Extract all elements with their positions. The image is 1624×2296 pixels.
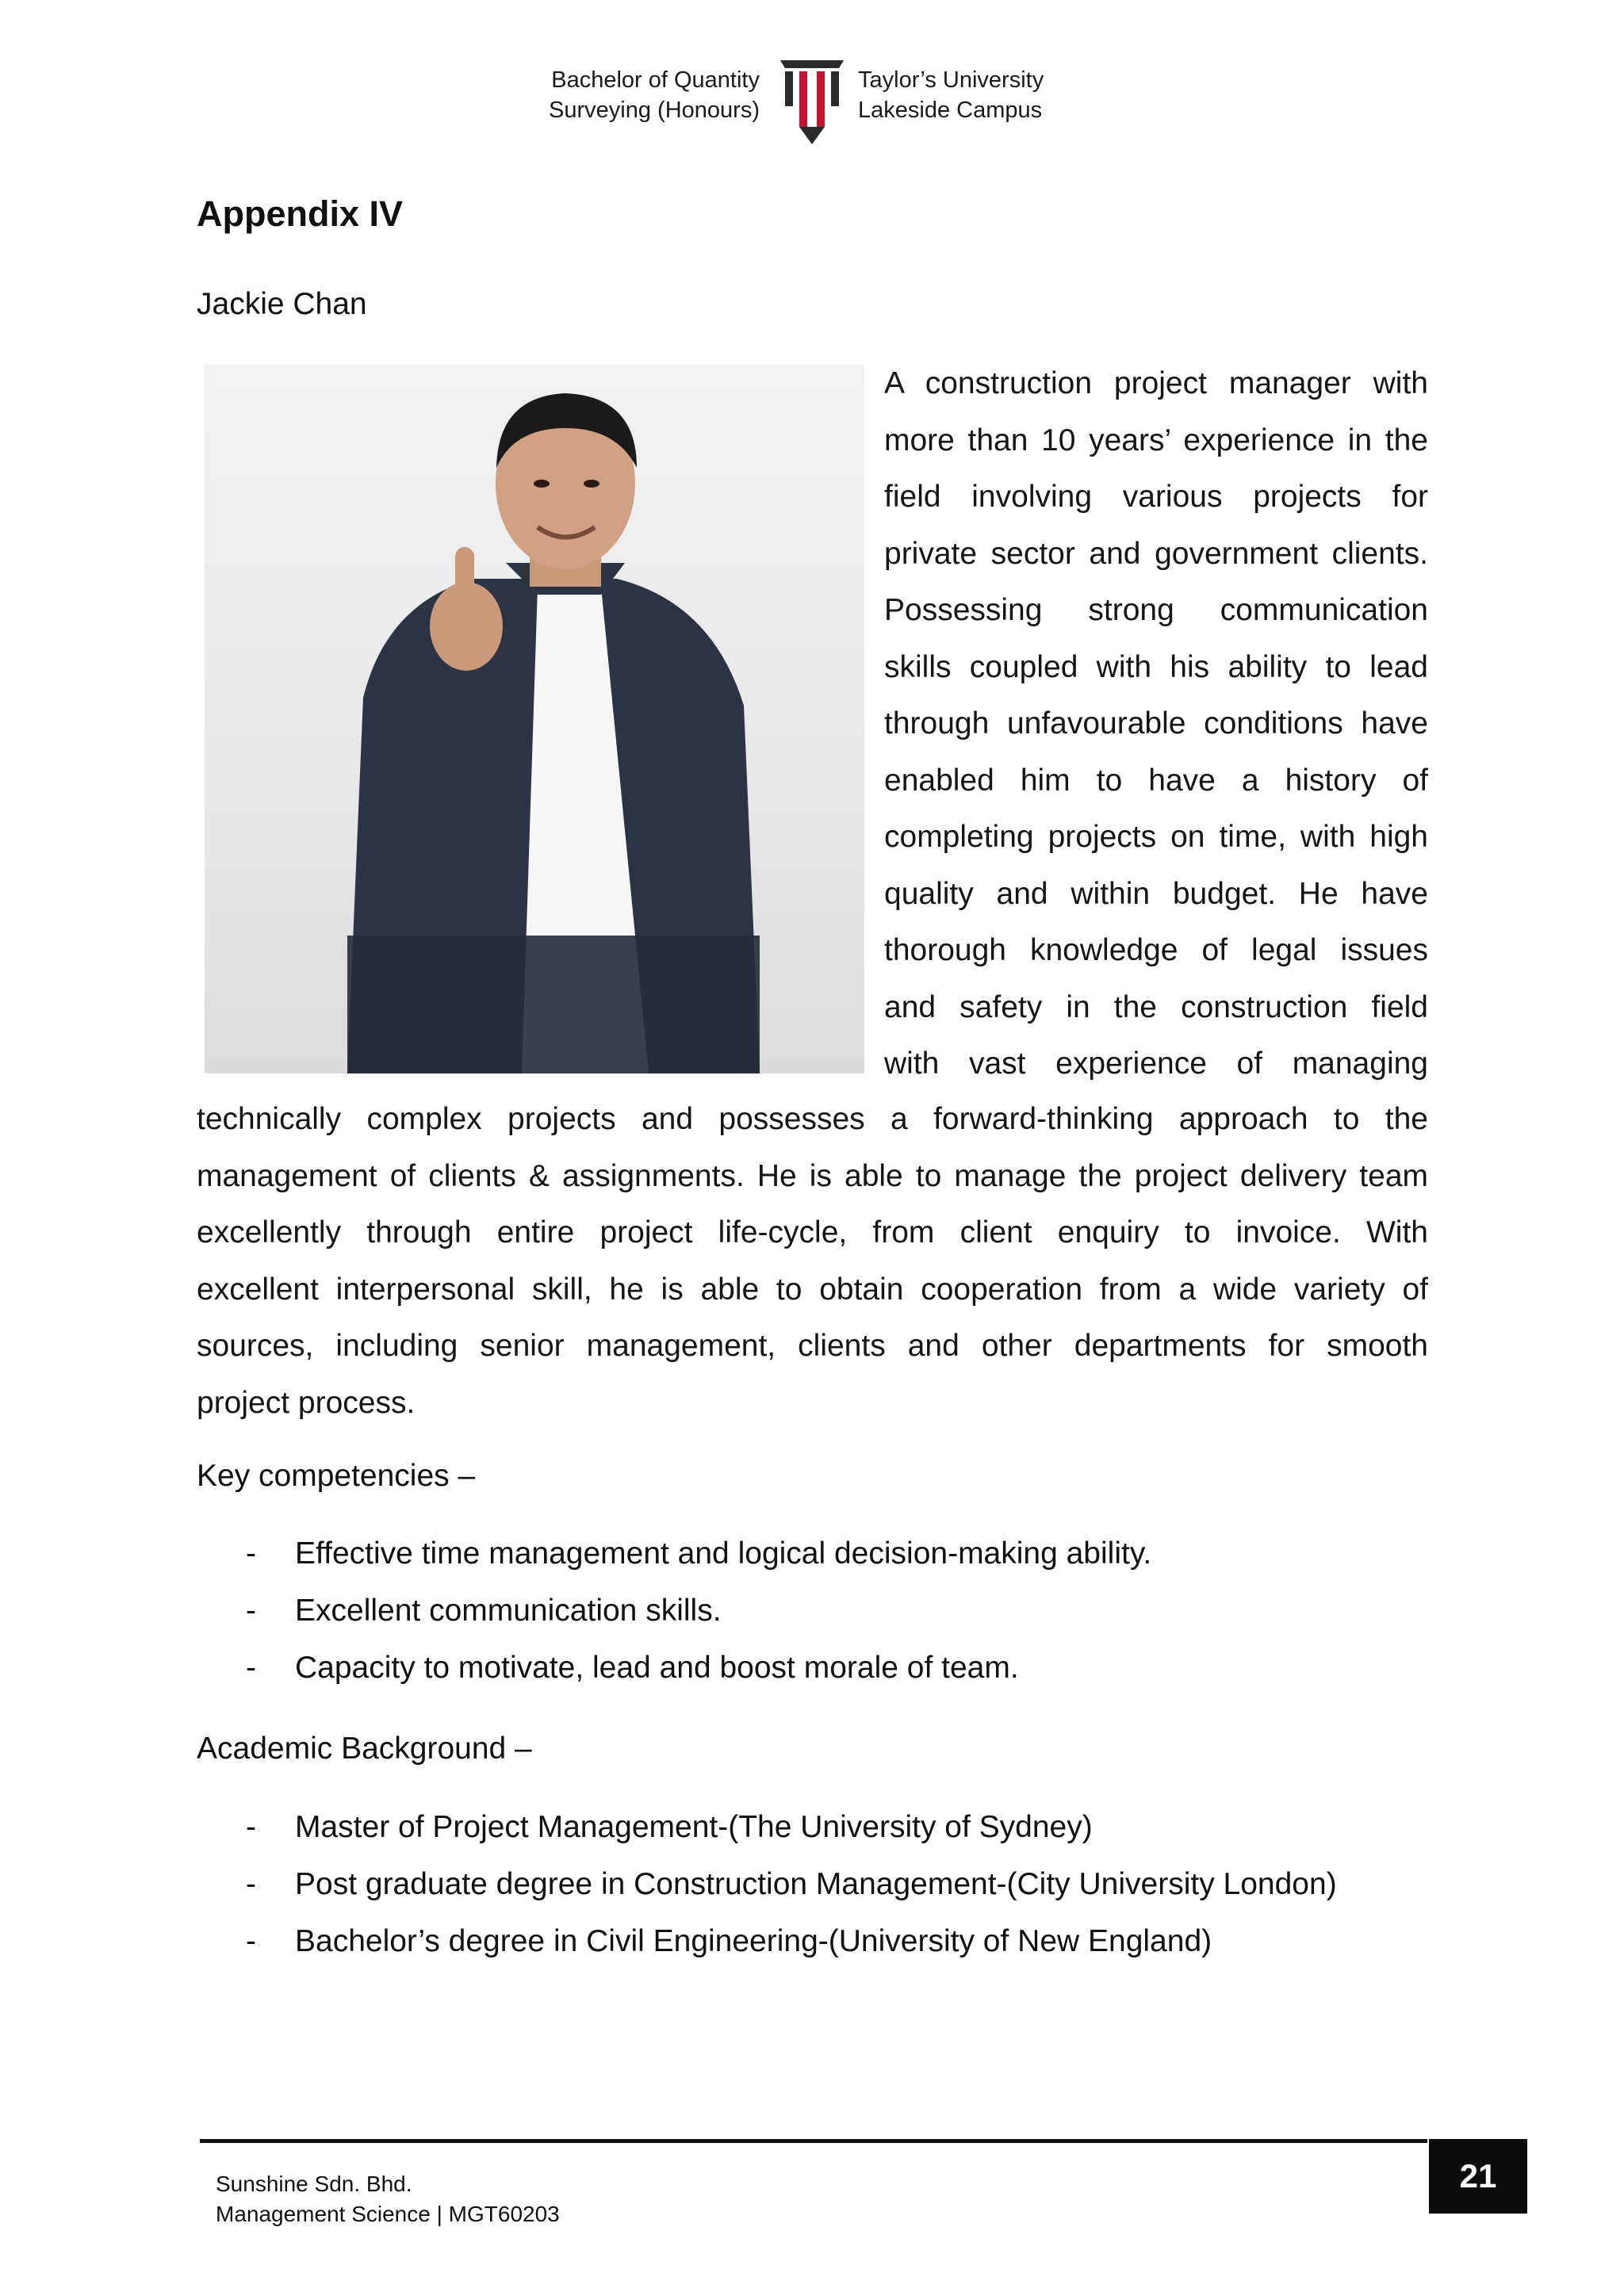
- bio-line: management of clients & assignments. He is able to manage the project delivery team: [197, 1158, 1428, 1193]
- bio-line: completing projects on time, with high: [884, 820, 1428, 854]
- bio-line: skills coupled with his ability to lead: [884, 649, 1428, 684]
- academic-background-label: Academic Background –: [197, 1732, 532, 1766]
- bio-line: A construction project manager with: [884, 366, 1428, 400]
- bio-line: technically complex projects and possesses a forward-thinking approach to the: [197, 1102, 1428, 1136]
- bio-line: excellent interpersonal skill, he is able to obtain cooperation from a wide variety of: [197, 1272, 1428, 1307]
- bio-line: thorough knowledge of legal issues: [884, 933, 1428, 967]
- bio-line: project process.: [197, 1385, 416, 1420]
- footer-course: Management Science | MGT60203: [216, 2202, 560, 2226]
- programme-line-2: Surveying (Honours): [549, 98, 760, 123]
- bio-line: quality and within budget. He have: [884, 876, 1428, 911]
- person-name: Jackie Chan: [197, 287, 367, 321]
- appendix-title: Appendix IV: [197, 193, 404, 234]
- list-dash: -: [246, 1867, 256, 1901]
- competency-text: Capacity to motivate, lead and boost morale of team.: [295, 1651, 1019, 1685]
- bio-line: enabled him to have a history of: [884, 763, 1428, 798]
- page-number: 21: [1429, 2139, 1527, 2214]
- list-dash: -: [246, 1810, 256, 1844]
- bio-line: Possessing strong communication: [884, 593, 1428, 627]
- footer-divider: [200, 2139, 1427, 2143]
- list-dash: -: [246, 1594, 256, 1628]
- key-competencies-label: Key competencies –: [197, 1459, 476, 1493]
- list-dash: -: [246, 1651, 256, 1685]
- bio-line: sources, including senior management, clients and other departments for smooth: [197, 1329, 1428, 1363]
- university-line-1: Taylor’s University: [858, 67, 1044, 93]
- bio-full-paragraph: [197, 1091, 1428, 1431]
- list-dash: -: [246, 1536, 256, 1571]
- bio-line: and safety in the construction field: [884, 989, 1428, 1024]
- degree-text: Bachelor’s degree in Civil Engineering-(University of New England): [295, 1924, 1212, 1958]
- bio-line: with vast experience of managing: [884, 1047, 1428, 1081]
- portrait-photo: [205, 365, 864, 1073]
- competency-text: Excellent communication skills.: [295, 1594, 722, 1628]
- header-programme: [476, 65, 760, 125]
- footer-company: Sunshine Sdn. Bhd.: [216, 2172, 412, 2196]
- header-university: [858, 65, 1191, 125]
- degree-text: Master of Project Management-(The University of Sydney): [295, 1810, 1093, 1844]
- competency-text: Effective time management and logical decision-making ability.: [295, 1536, 1152, 1571]
- programme-line-1: Bachelor of Quantity: [551, 67, 760, 93]
- footer-info: [216, 2169, 560, 2229]
- taylors-university-crest-icon: [776, 55, 848, 147]
- bio-line: more than 10 years’ experience in the: [884, 423, 1428, 457]
- degree-text: Post graduate degree in Construction Management-(City University London): [295, 1867, 1337, 1901]
- bio-side-paragraph: [884, 355, 1428, 1093]
- bio-line: excellently through entire project life-cycle, from client enquiry to invoice. With: [197, 1215, 1428, 1249]
- person-silhouette-icon: [205, 365, 864, 1073]
- bio-line: field involving various projects for: [884, 480, 1428, 514]
- list-dash: -: [246, 1924, 256, 1958]
- bio-line: through unfavourable conditions have: [884, 706, 1428, 740]
- university-line-2: Lakeside Campus: [858, 98, 1043, 123]
- bio-line: private sector and government clients.: [884, 536, 1428, 571]
